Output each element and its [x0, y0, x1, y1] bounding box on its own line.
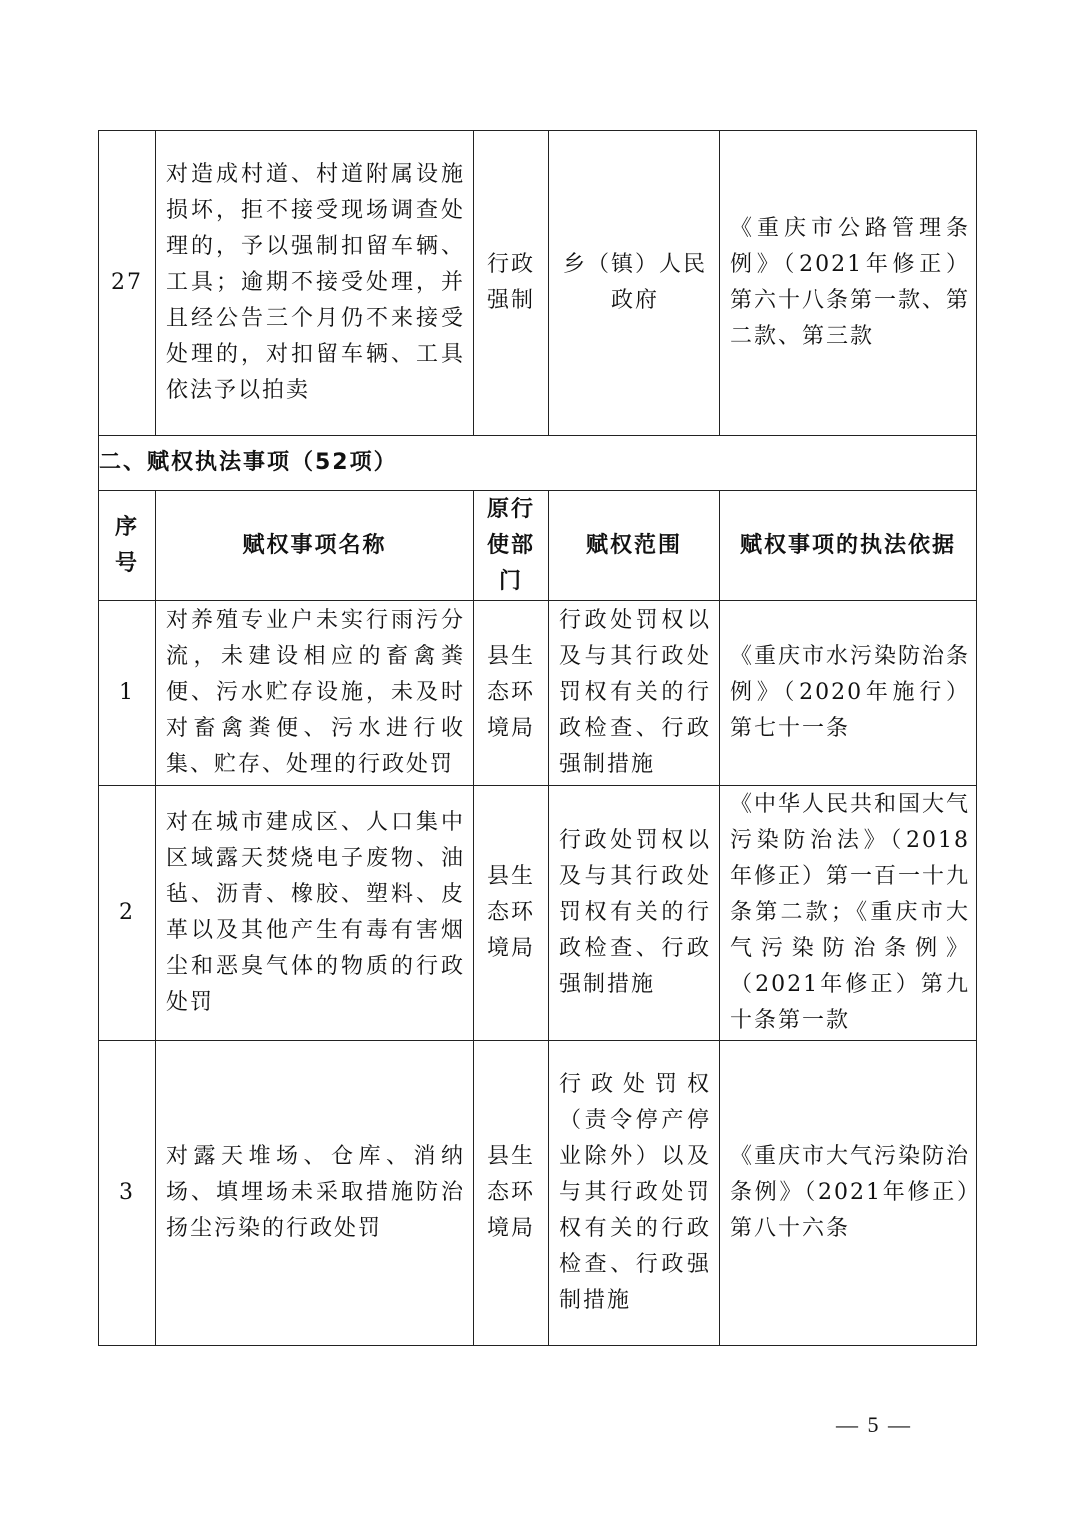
table-row [99, 131, 977, 436]
enforcement-table [98, 130, 977, 1346]
column-header-row [99, 491, 977, 601]
legal-basis: 《重庆市大气污染防治条例》（2021年修正）第八十六条 [720, 1041, 977, 1346]
table-row [99, 786, 977, 1041]
empowerment-scope: 行政处罚权以及与其行政处罚权有关的行政检查、行政强制措施 [549, 786, 720, 1041]
original-department: 县生态环境局 [474, 786, 549, 1041]
row-number: 27 [99, 131, 156, 436]
original-department: 行政强制 [474, 131, 549, 436]
legal-basis: 《重庆市公路管理条例》（2021年修正）第六十八条第一款、第二款、第三款 [720, 131, 977, 436]
empowerment-scope: 行政处罚权以及与其行政处罚权有关的行政检查、行政强制措施 [549, 601, 720, 786]
row-number: 1 [99, 601, 156, 786]
legal-basis: 《中华人民共和国大气污染防治法》（2018年修正）第一百一十九条第二款；《重庆市大气污染防治条例》（2021年修正）第九十条第一款 [720, 786, 977, 1041]
header-basis: 赋权事项的执法依据 [720, 491, 977, 601]
header-number: 序号 [99, 491, 156, 601]
table-row [99, 1041, 977, 1346]
page-number: — 5 — [836, 1412, 912, 1437]
section-title: 二、赋权执法事项（52项） [99, 436, 977, 491]
original-department: 县生态环境局 [474, 601, 549, 786]
original-department: 县生态环境局 [474, 1041, 549, 1346]
item-name: 对造成村道、村道附属设施损坏，拒不接受现场调查处理的，予以强制扣留车辆、工具；逾期不接受处理，并且经公告三个月仍不来接受处理的，对扣留车辆、工具依法予以拍卖 [156, 131, 474, 436]
item-name: 对在城市建成区、人口集中区域露天焚烧电子废物、油毡、沥青、橡胶、塑料、皮革以及其他产生有毒有害烟尘和恶臭气体的物质的行政处罚 [156, 786, 474, 1041]
header-scope: 赋权范围 [549, 491, 720, 601]
legal-basis: 《重庆市水污染防治条例》（2020年施行）第七十一条 [720, 601, 977, 786]
empowerment-scope: 乡（镇）人民政府 [549, 131, 720, 436]
item-name: 对露天堆场、仓库、消纳场、填埋场未采取措施防治扬尘污染的行政处罚 [156, 1041, 474, 1346]
header-department: 原行使部门 [474, 491, 549, 601]
empowerment-scope: 行政处罚权（责令停产停业除外）以及与其行政处罚权有关的行政检查、行政强制措施 [549, 1041, 720, 1346]
item-name: 对养殖专业户未实行雨污分流，未建设相应的畜禽粪便、污水贮存设施，未及时对畜禽粪便、污水进行收集、贮存、处理的行政处罚 [156, 601, 474, 786]
header-name: 赋权事项名称 [156, 491, 474, 601]
table-row [99, 601, 977, 786]
section-header-row [99, 436, 977, 491]
row-number: 2 [99, 786, 156, 1041]
row-number: 3 [99, 1041, 156, 1346]
